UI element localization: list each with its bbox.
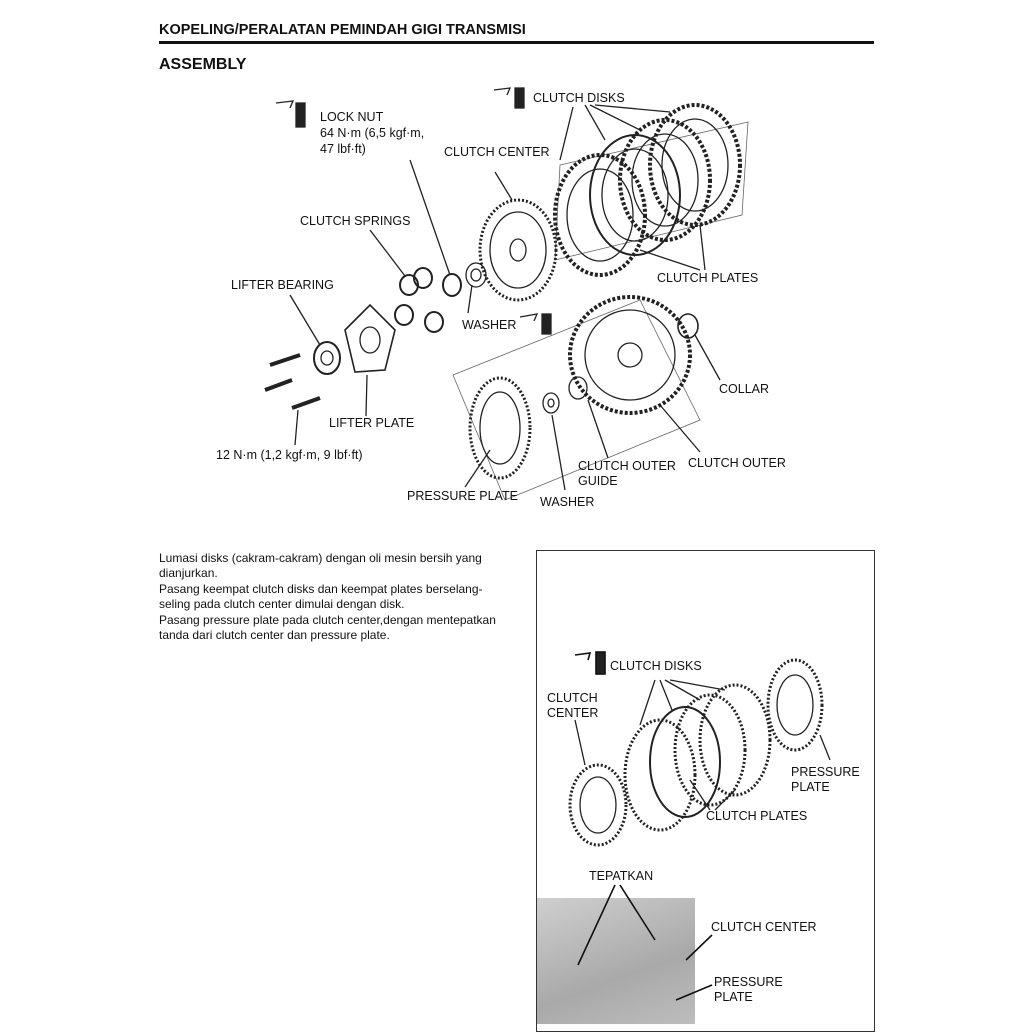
label-clutch-center: CLUTCH CENTER: [444, 145, 550, 159]
label-lifter-plate: LIFTER PLATE: [329, 416, 415, 430]
label-bolt-torque: 12 N·m (1,2 kgf·m, 9 lbf·ft): [216, 448, 363, 462]
photo-label-pressure-plate: PLATE: [714, 990, 753, 1004]
label-lock-nut-torque: 64 N·m (6,5 kgf·m,: [320, 126, 425, 140]
label-washer: WASHER: [540, 495, 595, 509]
inset-label-tepatkan: TEPATKAN: [589, 869, 654, 883]
instruction-line: Pasang keempat clutch disks dan keempat plates berselang-: [159, 581, 483, 596]
inset-label-pressure-plate: PLATE: [791, 780, 830, 794]
label-clutch-plates: CLUTCH PLATES: [657, 271, 759, 285]
photo-label-pressure-plate: PRESSURE: [714, 975, 783, 989]
label-pressure-plate: PRESSURE PLATE: [407, 489, 518, 503]
label-clutch-outer-guide: GUIDE: [578, 474, 618, 488]
instructions: [159, 551, 496, 643]
label-lock-nut-torque: 47 lbf·ft): [320, 142, 366, 156]
instruction-line: seling pada clutch center dimulai dengan disk.: [159, 597, 405, 612]
inset-label-pressure-plate: PRESSURE: [791, 765, 860, 779]
photo-label-clutch-center: CLUTCH CENTER: [711, 920, 817, 934]
instruction-line: dianjurkan.: [159, 566, 218, 581]
inset-label-clutch-center: CLUTCH: [547, 691, 598, 705]
label-lifter-bearing: LIFTER BEARING: [231, 278, 334, 292]
label-collar: COLLAR: [719, 382, 770, 396]
section-title: ASSEMBLY: [159, 56, 247, 73]
inset-label-clutch-center: CENTER: [547, 706, 599, 720]
instruction-line: Pasang pressure plate pada clutch center,dengan mentepatkan: [159, 612, 496, 627]
instruction-line: tanda dari clutch center dan pressure plate.: [159, 628, 390, 643]
label-clutch-outer-guide: CLUTCH OUTER: [578, 459, 676, 473]
instruction-line: Lumasi disks (cakram-cakram) dengan oli mesin bersih yang: [159, 551, 482, 565]
label-washer: WASHER: [462, 318, 517, 332]
label-clutch-springs: CLUTCH SPRINGS: [300, 214, 411, 228]
page-header: KOPELING/PERALATAN PEMINDAH GIGI TRANSMISI: [159, 22, 526, 38]
inset-label-clutch-disks: CLUTCH DISKS: [610, 659, 702, 673]
inset-label-clutch-plates: CLUTCH PLATES: [706, 809, 808, 823]
label-lock-nut: LOCK NUT: [320, 110, 384, 124]
label-clutch-disks: CLUTCH DISKS: [533, 91, 625, 105]
label-clutch-outer: CLUTCH OUTER: [688, 456, 786, 470]
